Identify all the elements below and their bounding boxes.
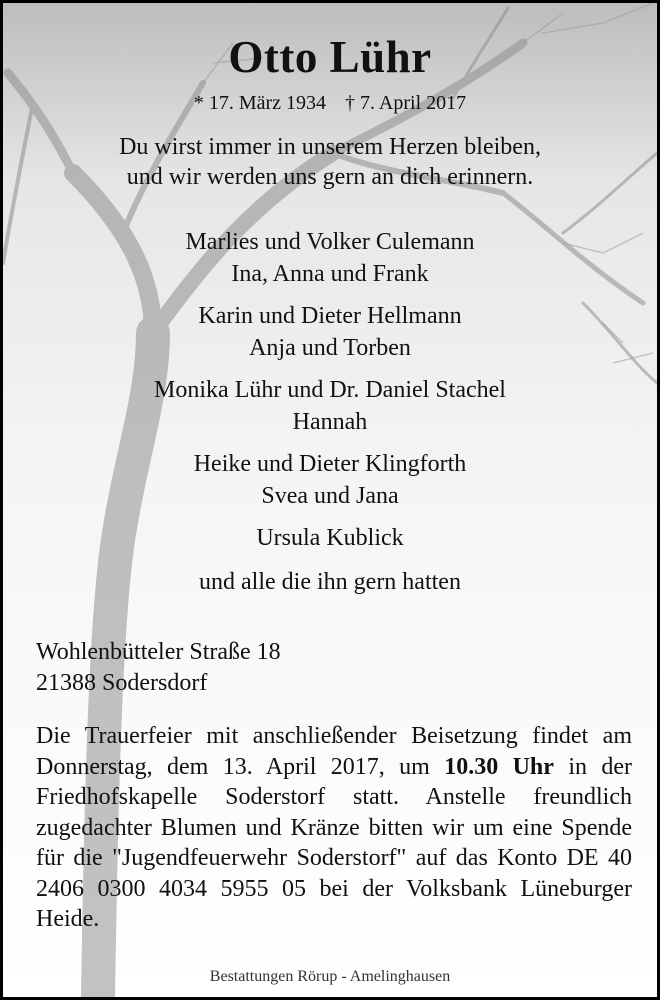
mourner-line: Svea und Jana	[261, 483, 399, 509]
mourner-line: Ina, Anna und Frank	[231, 261, 429, 287]
mourners-closing: und alle die ihn gern hatten	[199, 569, 461, 595]
mourner-line: Marlies und Volker Culemann	[185, 229, 475, 255]
funeral-home: Bestattungen Rörup - Amelinghausen	[209, 968, 451, 985]
mourner-group	[3, 300, 657, 364]
mourners-list	[3, 226, 657, 610]
mourner-group	[3, 374, 657, 438]
mourner-group	[3, 226, 657, 290]
funeral-text-before: Die Trauerfeier mit anschließender Beisetzung findet am Donnerstag, dem 13. April 2017, um	[36, 723, 632, 780]
funeral-time: 10.30 Uhr	[444, 753, 554, 780]
verse-line: Du wirst immer in unserem Herzen bleiben,	[119, 134, 541, 160]
funeral-text-after: in der Friedhofskapelle Soderstorf statt. Anstelle freundlich zugedachter Blumen und Kränze bitten wir um eine Spende für die "Jugendfeuerwehr Soderstorf" auf das Konto DE 40 2406 0300 4034 5955 05 bei der Volksbank Lüneburger Heide.	[36, 753, 632, 932]
memorial-verse	[3, 132, 657, 192]
address-street: Wohlenbütteler Straße 18	[36, 639, 281, 665]
life-dates	[3, 92, 657, 115]
address-city: 21388 Sodersdorf	[36, 670, 208, 696]
death-date: † 7. April 2017	[345, 92, 467, 114]
mourner-group	[3, 448, 657, 512]
mourner-line: Karin und Dieter Hellmann	[198, 303, 462, 329]
verse-line: und wir werden uns gern an dich erinnern.	[126, 164, 534, 190]
mourner-line: Anja und Torben	[249, 335, 411, 361]
mourner-line: Monika Lühr und Dr. Daniel Stachel	[154, 377, 506, 403]
mourner-line: Heike und Dieter Klingforth	[193, 451, 467, 477]
funeral-details	[36, 721, 632, 935]
birth-date: * 17. März 1934	[193, 92, 327, 114]
family-address	[36, 637, 281, 699]
mourner-single: Ursula Kublick	[256, 525, 404, 551]
mourner-line: Hannah	[292, 409, 368, 435]
deceased-name: Otto Lühr	[228, 32, 432, 82]
